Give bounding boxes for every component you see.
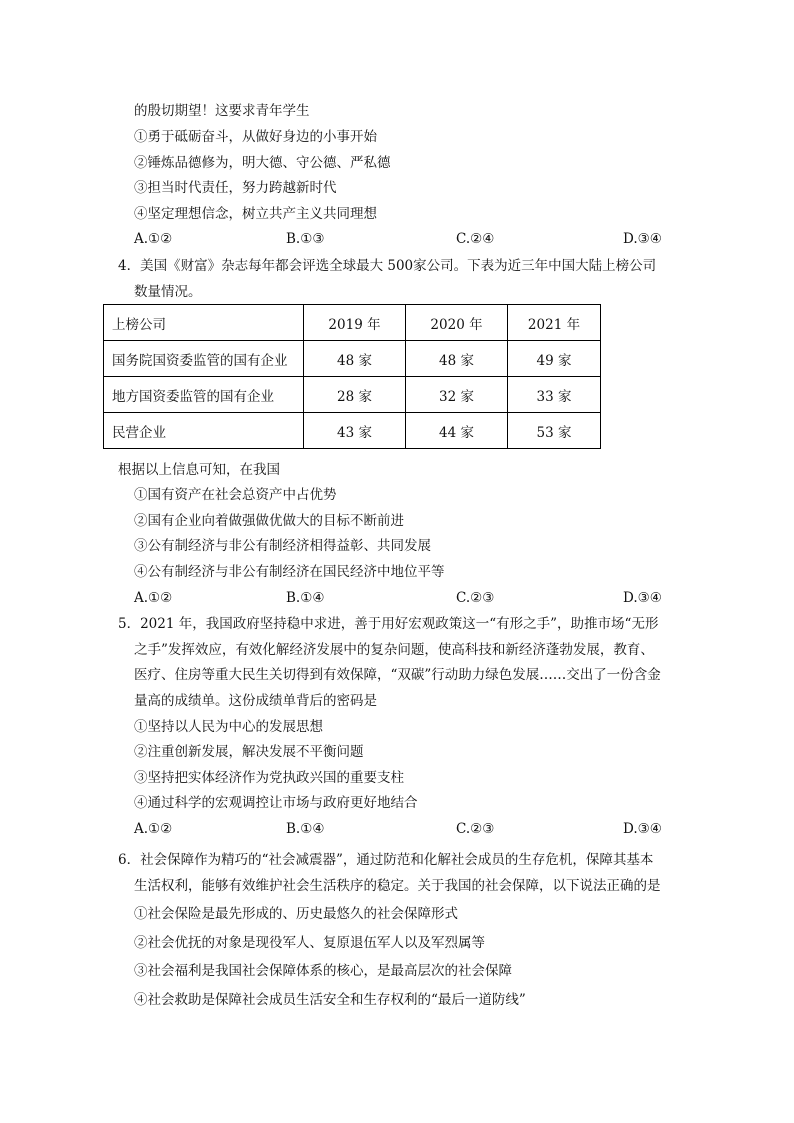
table-cell: 44 家	[406, 413, 508, 449]
table-header-cell: 2019 年	[304, 305, 406, 341]
table-cell: 32 家	[406, 377, 508, 413]
q4-option-b[interactable]: B.①④	[286, 590, 325, 606]
q5-statement-1: ①坚持以人民为中心的发展思想	[134, 719, 323, 735]
table-cell: 28 家	[304, 377, 406, 413]
q6-stem-line-1: 6．社会保障作为精巧的“社会减震器”，通过防范和化解社会成员的生存危机，保障其基本	[118, 852, 654, 868]
table-cell: 33 家	[508, 377, 601, 413]
q3-options	[134, 229, 674, 249]
q5-statement-4: ④通过科学的宏观调控让市场与政府更好地结合	[134, 795, 418, 811]
q3-statement-4: ④坚定理想信念，树立共产主义共同理想	[134, 206, 377, 222]
q3-statement-3: ③担当时代责任，努力跨越新时代	[134, 180, 337, 196]
q3-statement-2: ②锤炼品德修为，明大德、守公德、严私德	[134, 155, 391, 171]
q5-option-d[interactable]: D.③④	[623, 821, 662, 837]
q6-statement-2: ②社会优抚的对象是现役军人、复原退伍军人以及军烈属等	[134, 935, 485, 951]
q6-statement-4: ④社会救助是保障社会成员生活安全和生存权利的“最后一道防线”	[134, 992, 526, 1008]
q5-statement-3: ③坚持把实体经济作为党执政兴国的重要支柱	[134, 770, 404, 786]
table-row	[104, 341, 601, 377]
fortune500-table	[103, 304, 601, 449]
q5-stem-line-4: 量高的成绩单。这份成绩单背后的密码是	[134, 693, 377, 709]
q3-stem-tail: 的殷切期望！这要求青年学生	[134, 103, 310, 119]
q4-statement-1: ①国有资产在社会总资产中占优势	[134, 487, 337, 503]
table-cell: 49 家	[508, 341, 601, 377]
table-cell: 48 家	[406, 341, 508, 377]
q5-stem-line-2: 之手”发挥效应，有效化解经济发展中的复杂问题，使高科技和新经济蓬勃发展，教育、	[134, 642, 654, 658]
q5-stem-line-1: 5．2021 年，我国政府坚持稳中求进，善于用好宏观政策这一“有形之手”，助推市场“无形	[118, 616, 659, 632]
q5-stem-line-3: 医疗、住房等重大民生关切得到有效保障，“双碳”行动助力绿色发展……交出了一份含金	[134, 667, 661, 683]
table-cell: 地方国资委监管的国有企业	[104, 377, 304, 413]
q6-stem-line-2: 生活权利，能够有效维护社会生活秩序的稳定。关于我国的社会保障，以下说法正确的是	[134, 878, 661, 894]
q4-stem-line-2: 数量情况。	[134, 284, 202, 300]
q5-option-c[interactable]: C.②③	[456, 821, 495, 837]
q6-statement-3: ③社会福利是我国社会保障体系的核心，是最高层次的社会保障	[134, 963, 512, 979]
table-header-cell: 2021 年	[508, 305, 601, 341]
q3-option-c[interactable]: C.②④	[456, 231, 495, 247]
table-header-cell: 上榜公司	[104, 305, 304, 341]
q3-option-a[interactable]: A.①②	[134, 231, 173, 247]
q6-statement-1: ①社会保险是最先形成的、历史最悠久的社会保障形式	[134, 906, 458, 922]
table-cell: 民营企业	[104, 413, 304, 449]
q4-option-d[interactable]: D.③④	[623, 590, 662, 606]
q4-options	[134, 588, 674, 608]
table-cell: 国务院国资委监管的国有企业	[104, 341, 304, 377]
table-row	[104, 377, 601, 413]
q3-option-d[interactable]: D.③④	[623, 231, 662, 247]
q5-option-a[interactable]: A.①②	[134, 821, 173, 837]
table-header-row	[104, 305, 601, 341]
q4-statement-3: ③公有制经济与非公有制经济相得益彰、共同发展	[134, 538, 431, 554]
q4-option-a[interactable]: A.①②	[134, 590, 173, 606]
q4-option-c[interactable]: C.②③	[456, 590, 495, 606]
q3-option-b[interactable]: B.①③	[286, 231, 325, 247]
q5-option-b[interactable]: B.①④	[286, 821, 325, 837]
q4-stem-line-1: 4．美国《财富》杂志每年都会评选全球最大 500家公司。下表为近三年中国大陆上榜公司	[118, 258, 657, 274]
q5-statement-2: ②注重创新发展，解决发展不平衡问题	[134, 744, 364, 760]
table-header-cell: 2020 年	[406, 305, 508, 341]
q5-options	[134, 819, 674, 839]
table-row	[104, 413, 601, 449]
table-cell: 43 家	[304, 413, 406, 449]
table-cell: 53 家	[508, 413, 601, 449]
q4-lead: 根据以上信息可知，在我国	[118, 462, 280, 478]
q3-statement-1: ①勇于砥砺奋斗，从做好身边的小事开始	[134, 129, 377, 145]
q4-statement-2: ②国有企业向着做强做优做大的目标不断前进	[134, 513, 404, 529]
q4-statement-4: ④公有制经济与非公有制经济在国民经济中地位平等	[134, 564, 445, 580]
table-cell: 48 家	[304, 341, 406, 377]
